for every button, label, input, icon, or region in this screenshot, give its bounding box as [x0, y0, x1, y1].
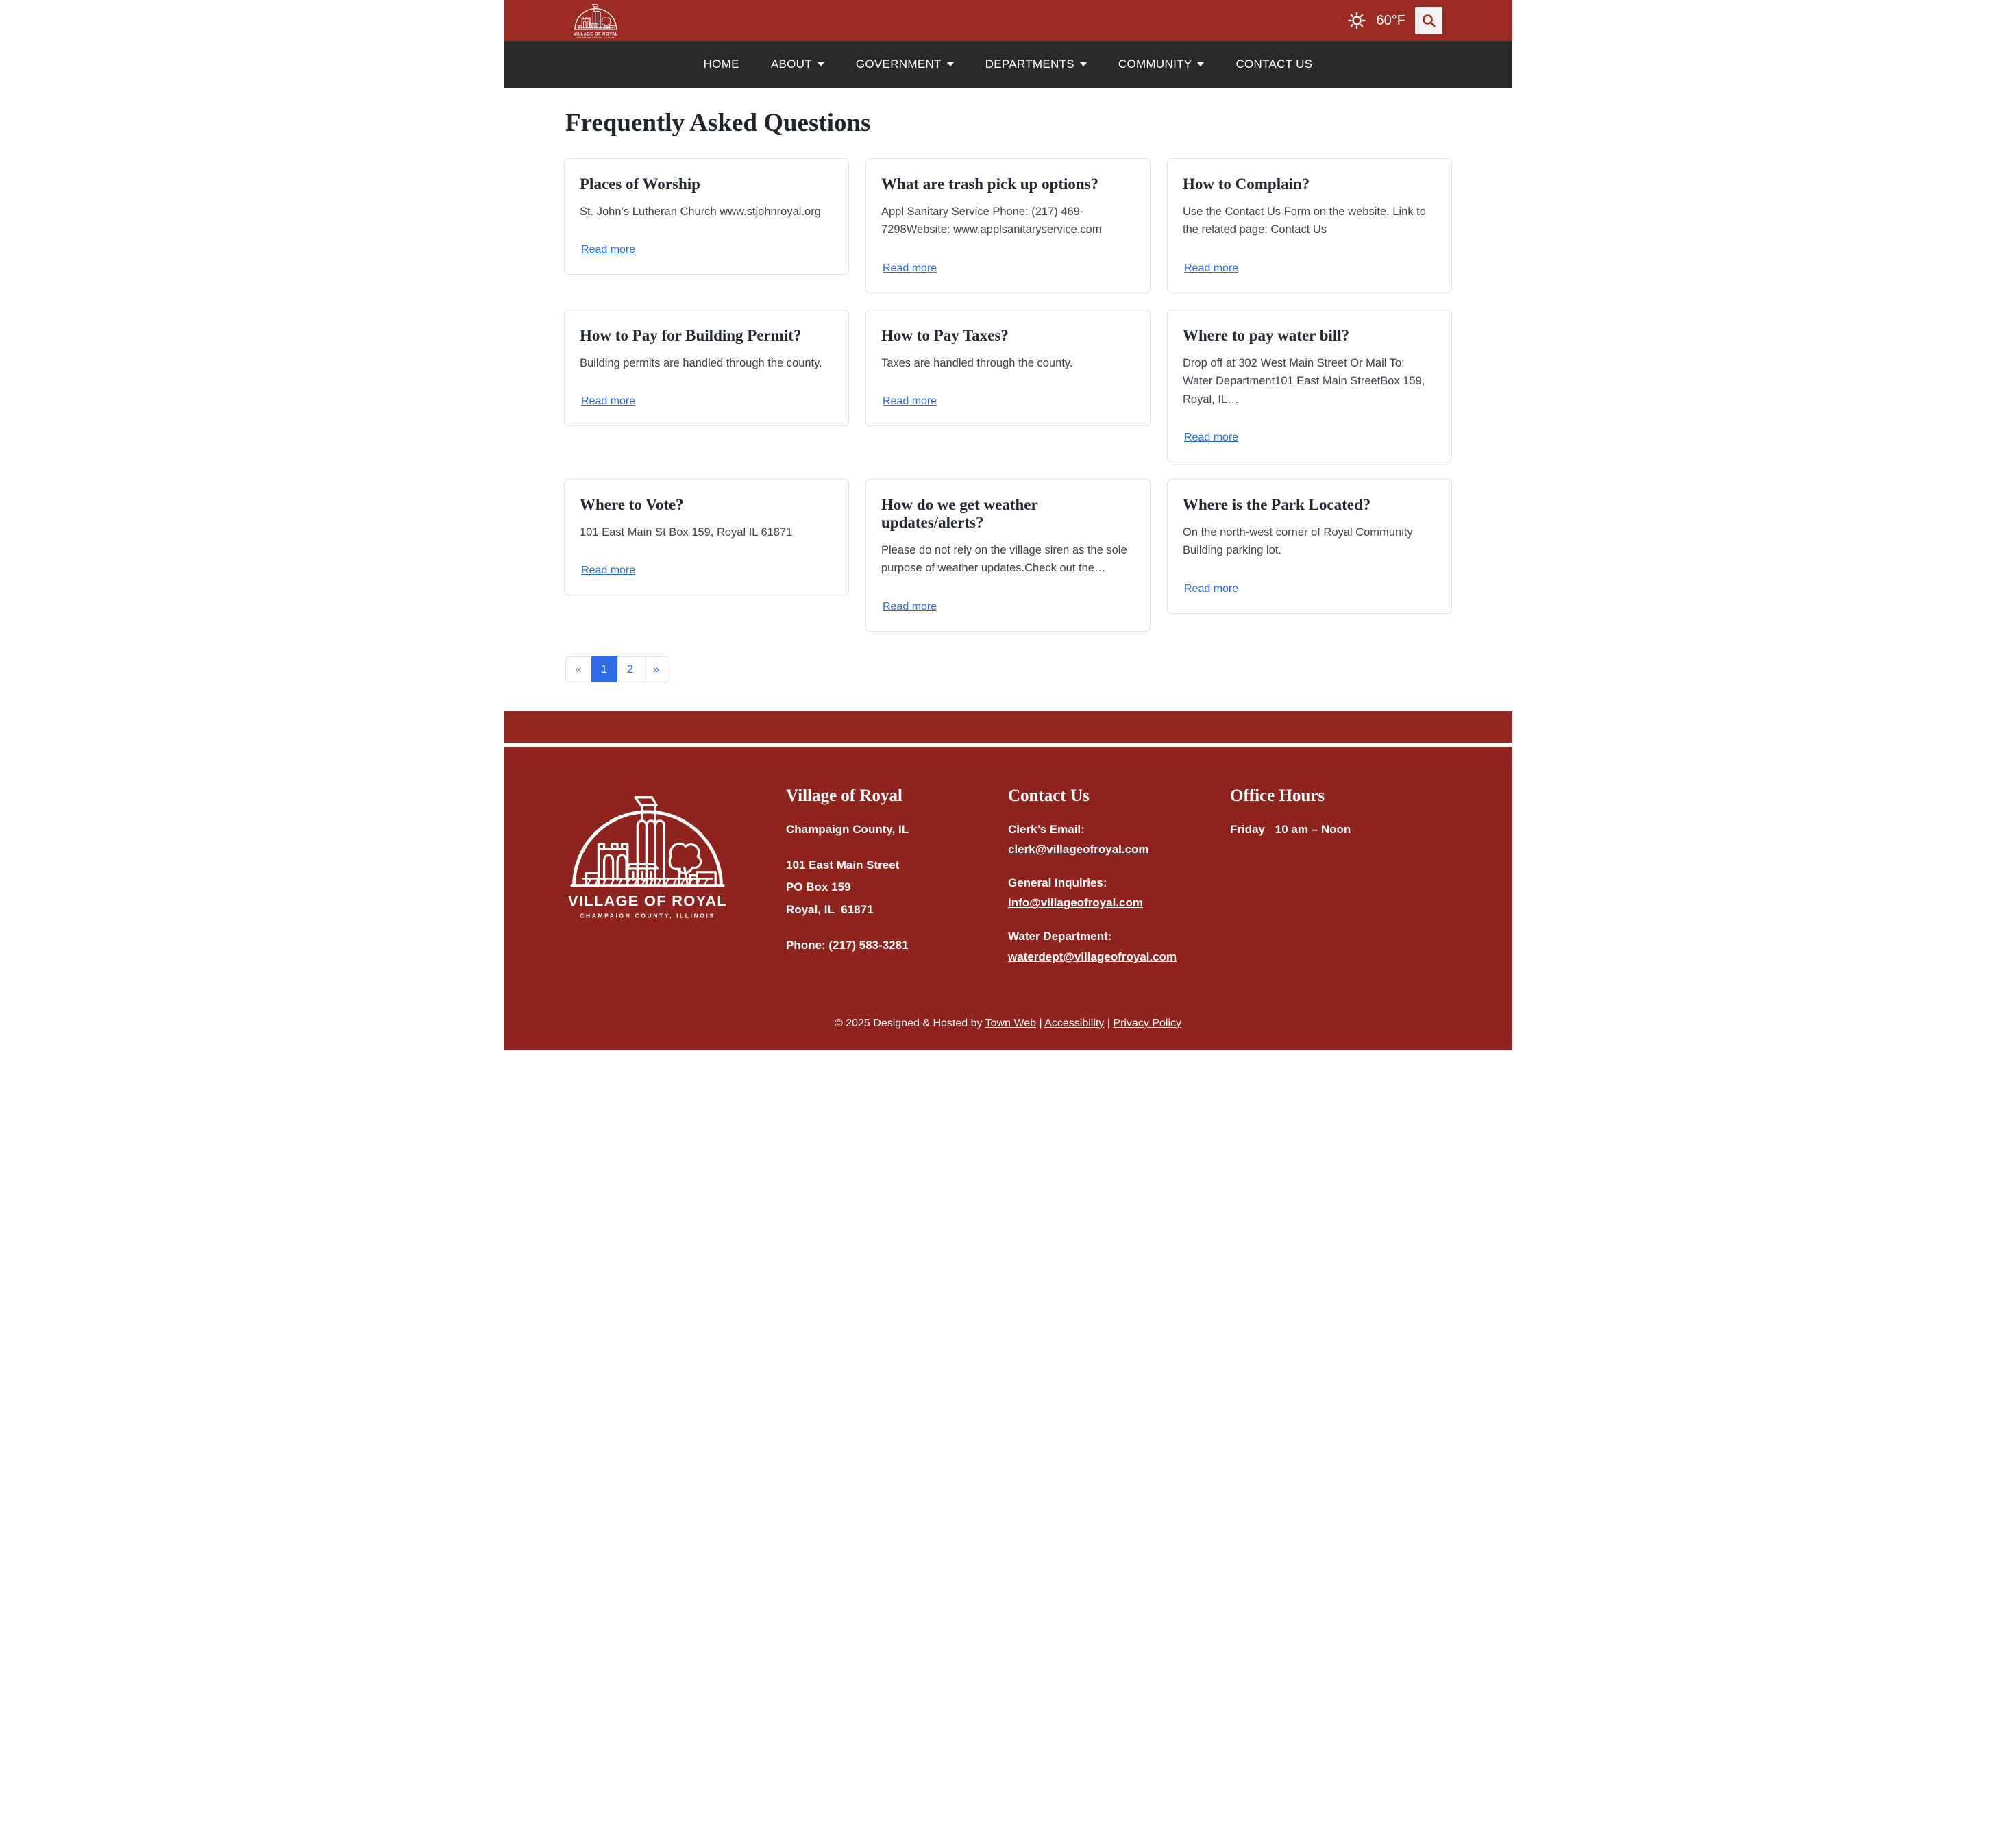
search-icon	[1421, 13, 1436, 28]
copyright-divider: |	[1039, 1017, 1042, 1029]
faq-card-body: Please do not rely on the village siren as the sole purpose of weather updates.Check out the…	[881, 543, 1127, 575]
footer-address-line: Royal, IL 61871	[786, 902, 874, 916]
footer-contact-heading: Contact Us	[1008, 786, 1090, 805]
faq-card	[564, 158, 849, 275]
pagination	[565, 656, 669, 682]
footer-address-line: 101 East Main Street	[786, 859, 900, 872]
faq-card-body: Drop off at 302 West Main Street Or Mail To: Water Department101 East Main StreetBox 159, Royal, IL…	[1183, 356, 1425, 406]
faq-card-body: Taxes are handled through the county.	[881, 356, 1073, 369]
faq-card-body: Building permits are handled through the county.	[580, 356, 822, 369]
nav-item-home[interactable]	[704, 58, 739, 71]
site-logo[interactable]	[572, 1, 619, 40]
footer-logo-county-text: CHAMPAIGN COUNTY, ILLINOIS	[580, 912, 715, 919]
nav-label: CONTACT US	[1236, 58, 1313, 71]
read-more-link[interactable]: Read more	[581, 395, 636, 408]
faq-card-body: 101 East Main St Box 159, Royal IL 61871	[580, 526, 793, 539]
footer-hours-column	[1230, 787, 1452, 982]
pagination-page-2[interactable]: 2	[617, 656, 643, 682]
top-header	[504, 0, 1512, 41]
faq-card-title: Where is the Park Located?	[1183, 495, 1371, 513]
pagination-prev-button[interactable]: «	[565, 656, 591, 682]
nav-item-community[interactable]	[1118, 58, 1205, 71]
faq-card	[1167, 310, 1452, 462]
faq-card-title: How to Pay for Building Permit?	[580, 326, 802, 344]
faq-card	[865, 479, 1151, 632]
faq-grid	[564, 158, 1452, 632]
faq-card-title: Where to pay water bill?	[1183, 326, 1350, 344]
footer-village-column	[786, 787, 1008, 982]
faq-card	[865, 310, 1151, 426]
village-arch-logo-icon	[572, 3, 619, 40]
nav-label: GOVERNMENT	[855, 58, 942, 71]
general-inquiries-label: General Inquiries:	[1008, 876, 1107, 890]
water-department-email-link[interactable]: waterdept@villageofroyal.com	[1008, 950, 1177, 963]
nav-label: ABOUT	[770, 58, 812, 71]
nav-label: COMMUNITY	[1118, 58, 1192, 71]
pagination-page-1[interactable]: 1	[591, 656, 617, 682]
nav-item-contact-us[interactable]	[1236, 58, 1312, 71]
sun-weather-icon	[1347, 10, 1367, 31]
faq-card-title: How do we get weather updates/alerts?	[881, 495, 1038, 531]
chevron-down-icon	[1080, 62, 1087, 66]
copyright-divider: |	[1107, 1017, 1110, 1029]
faq-card	[564, 310, 849, 426]
read-more-link[interactable]: Read more	[883, 262, 937, 274]
read-more-link[interactable]: Read more	[581, 565, 636, 577]
footer-address-line: PO Box 159	[786, 880, 851, 894]
office-hours-day: Friday	[1230, 822, 1266, 836]
read-more-link[interactable]: Read more	[883, 395, 937, 408]
faq-card	[564, 479, 849, 595]
read-more-link[interactable]: Read more	[1184, 582, 1239, 595]
office-hours-time: 10 am – Noon	[1275, 822, 1351, 836]
nav-item-departments[interactable]	[985, 58, 1087, 71]
nav-label: HOME	[703, 58, 739, 71]
faq-card-title: Where to Vote?	[580, 495, 684, 513]
chevron-down-icon	[1197, 62, 1204, 66]
faq-card-title: Places of Worship	[580, 175, 700, 193]
nav-label: DEPARTMENTS	[985, 58, 1074, 71]
page-title: Frequently Asked Questions	[565, 109, 871, 137]
faq-card-body: Appl Sanitary Service Phone: (217) 469-7298Website: www.applsanitaryservice.com	[881, 206, 1102, 236]
search-button[interactable]	[1415, 7, 1442, 34]
temperature-label: 60°F	[1376, 12, 1405, 28]
footer-hours-heading: Office Hours	[1230, 786, 1325, 805]
read-more-link[interactable]: Read more	[883, 600, 937, 613]
general-inquiries-email-link[interactable]: info@villageofroyal.com	[1008, 896, 1144, 910]
footer-contact-column	[1008, 787, 1230, 982]
clerk-email-link[interactable]: clerk@villageofroyal.com	[1008, 843, 1149, 856]
read-more-link[interactable]: Read more	[581, 244, 636, 256]
pagination-next-button[interactable]: »	[643, 656, 669, 682]
footer-county-line: Champaign County, IL	[786, 822, 909, 836]
footer-logo-column	[564, 787, 786, 982]
accessibility-link[interactable]: Accessibility	[1044, 1017, 1105, 1029]
main-navigation	[504, 41, 1512, 88]
faq-card	[1167, 479, 1452, 614]
site-footer	[504, 747, 1512, 1050]
faq-card-title: How to Pay Taxes?	[881, 326, 1009, 344]
footer-village-heading: Village of Royal	[786, 786, 902, 805]
faq-card-body: Use the Contact Us Form on the website. Link to the related page: Contact Us	[1183, 206, 1426, 236]
chevron-down-icon	[818, 62, 824, 66]
faq-card	[1167, 158, 1452, 293]
water-department-label: Water Department:	[1008, 930, 1112, 943]
faq-card-body: On the north-west corner of Royal Community Building parking lot.	[1183, 526, 1413, 557]
footer-logo-wordmark: VILLAGE OF ROYAL	[567, 892, 728, 910]
red-divider-band	[504, 711, 1512, 743]
faq-card	[865, 158, 1151, 293]
privacy-policy-link[interactable]: Privacy Policy	[1113, 1017, 1181, 1029]
faq-card-title: How to Complain?	[1183, 175, 1310, 193]
read-more-link[interactable]: Read more	[1184, 262, 1239, 274]
copyright-text: © 2025 Designed & Hosted by	[835, 1017, 983, 1029]
footer-village-arch-logo-icon	[564, 791, 731, 922]
faq-card-title: What are trash pick up options?	[881, 175, 1099, 193]
footer-phone-line: Phone: (217) 583-3281	[786, 939, 909, 952]
town-web-link[interactable]: Town Web	[985, 1017, 1037, 1029]
nav-item-about[interactable]	[771, 58, 824, 71]
faq-card-body: St. John’s Lutheran Church www.stjohnroyal.org	[580, 206, 821, 218]
logo-county-text: CHAMPAIGN COUNTY, ILLINOIS	[576, 37, 615, 40]
clerk-email-label: Clerk’s Email:	[1008, 822, 1085, 836]
chevron-down-icon	[947, 62, 954, 66]
copyright-line	[564, 1017, 1452, 1030]
nav-item-government[interactable]	[856, 58, 954, 71]
logo-wordmark: VILLAGE OF ROYAL	[573, 32, 618, 37]
read-more-link[interactable]: Read more	[1184, 431, 1239, 443]
